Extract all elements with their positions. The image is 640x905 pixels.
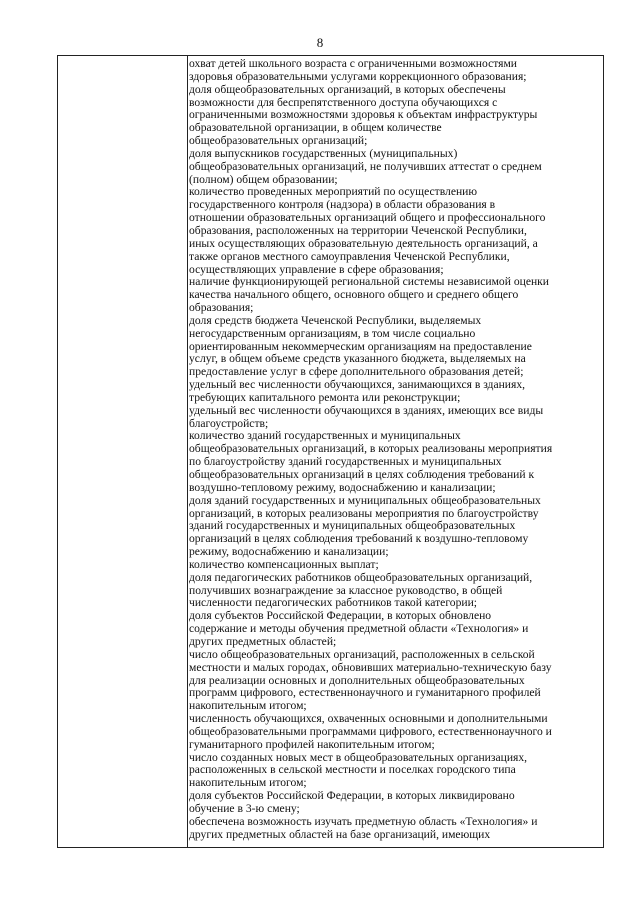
text-line: доля педагогических работников общеобразовательных организаций, (189, 571, 533, 584)
text-line: по благоустройству зданий государственных и муниципальных (189, 456, 502, 469)
text-line: отношении образовательных организаций общего и профессионального (189, 212, 546, 225)
text-line: обучение в 3-ю смену; (189, 802, 300, 815)
text-line: численность обучающихся, охваченных основными и дополнительными (189, 713, 548, 726)
text-line: доля средств бюджета Чеченской Республики, выделяемых (189, 314, 482, 327)
text-line: иных осуществляющих образовательную деятельность организаций, а (189, 237, 538, 250)
text-line: содержание и методы обучения предметной области «Технология» и (189, 623, 529, 636)
text-line: других предметных областей на базе организаций, имеющих (189, 828, 491, 841)
page-number: 8 (316, 35, 324, 50)
text-line: доля выпускников государственных (муниципальных) (189, 147, 458, 160)
text-line: общеобразовательных организаций, не получивших аттестат о среднем (189, 160, 542, 173)
text-line: удельный вес численности обучающихся, занимающихся в зданиях, (189, 379, 526, 392)
text-line: численности педагогических работников такой категории; (189, 597, 478, 610)
text-line: возможности для беспрепятственного доступа обучающихся с (189, 96, 498, 109)
text-line: организаций, в которых реализованы мероприятия по благоустройству (189, 507, 539, 520)
text-line: благоустройств; (189, 417, 269, 430)
text-line: количество компенсационных выплат; (189, 558, 379, 571)
text-line: образования, расположенных на территории Чеченской Республики, (189, 224, 527, 237)
text-line: наличие функционирующей региональной системы независимой оценки (189, 276, 550, 289)
text-line: для реализации основных и дополнительных общеобразовательных (189, 674, 525, 687)
text-line: требующих капитального ремонта или реконструкции; (189, 391, 461, 404)
text-line: зданий государственных и муниципальных общеобразовательных (189, 520, 516, 533)
text-line: гуманитарного профилей накопительным итогом; (189, 738, 435, 751)
text-line: предоставление услуг в сфере дополнительного образования детей; (189, 366, 524, 379)
text-line: число общеобразовательных организаций, расположенных в сельской (189, 648, 535, 661)
table-right-column-text (189, 58, 603, 841)
text-line: общеобразовательных организаций, в которых реализованы мероприятия (189, 443, 553, 456)
text-line: накопительным итогом; (189, 777, 307, 790)
text-line: доля общеобразовательных организаций, в которых обеспечены (189, 83, 506, 96)
text-line: получивших вознаграждение за классное руководство, в общей (189, 584, 503, 597)
text-line: здоровья образовательными услугами коррекционного образования; (189, 70, 527, 83)
document-table (57, 55, 604, 848)
text-line: общеобразовательных организаций; (189, 135, 368, 148)
text-line: качества начального общего, основного общего и среднего общего (189, 289, 519, 302)
text-line: количество проведенных мероприятий по осуществлению (189, 186, 478, 199)
text-line: осуществляющих управление в сфере образования; (189, 263, 444, 276)
text-line: доля субъектов Российской Федерации, в которых ликвидировано (189, 790, 515, 803)
text-line: удельный вес численности обучающихся в зданиях, имеющих все виды (189, 404, 544, 417)
text-line: местности и малых городах, обновивших материально-техническую базу (189, 661, 552, 674)
text-line: ориентированным некоммерческим организациям на предоставление (189, 340, 532, 353)
text-line: число созданных новых мест в общеобразовательных организациях, (189, 751, 528, 764)
text-line: также органов местного самоуправления Чеченской Республики, (189, 250, 510, 263)
text-line: охват детей школьного возраста с ограниченными возможностями (189, 58, 518, 70)
table-left-column (58, 56, 188, 847)
text-line: (полном) общем образовании; (189, 173, 338, 186)
text-line: образовательной организации, в общем количестве (189, 122, 442, 135)
text-line: воздушно-тепловому режиму, водоснабжению и канализации; (189, 481, 496, 494)
text-line: количество зданий государственных и муниципальных (189, 430, 461, 443)
text-line: программ цифрового, естественнонаучного и гуманитарного профилей (189, 687, 541, 700)
text-line: услуг, в общем объеме средств указанного бюджета, выделяемых на (189, 353, 526, 366)
text-line: государственного контроля (надзора) в области образования в (189, 199, 496, 212)
text-line: образования; (189, 302, 254, 315)
text-line: режиму, водоснабжению и канализации; (189, 546, 389, 559)
text-line: общеобразовательных организаций в целях соблюдения требований к (189, 469, 535, 481)
text-line: общеобразовательными программами цифрового, естественнонаучного и (189, 725, 552, 738)
text-line: организаций в целях соблюдения требований к воздушно-тепловому (189, 533, 529, 546)
text-line: накопительным итогом; (189, 700, 307, 713)
text-line: доля субъектов Российской Федерации, в которых обновлено (189, 610, 492, 623)
text-line: обеспечена возможность изучать предметную область «Технология» и (189, 815, 538, 828)
text-line: других предметных областей; (189, 635, 337, 648)
text-line: доля зданий государственных и муниципальных общеобразовательных (189, 494, 541, 507)
text-line: ограниченными возможностями здоровья к объектам инфраструктуры (189, 109, 538, 122)
text-line: негосударственным организациям, в том числе социально (189, 327, 476, 340)
text-line: расположенных в сельской местности и поселках городского типа (189, 764, 516, 777)
